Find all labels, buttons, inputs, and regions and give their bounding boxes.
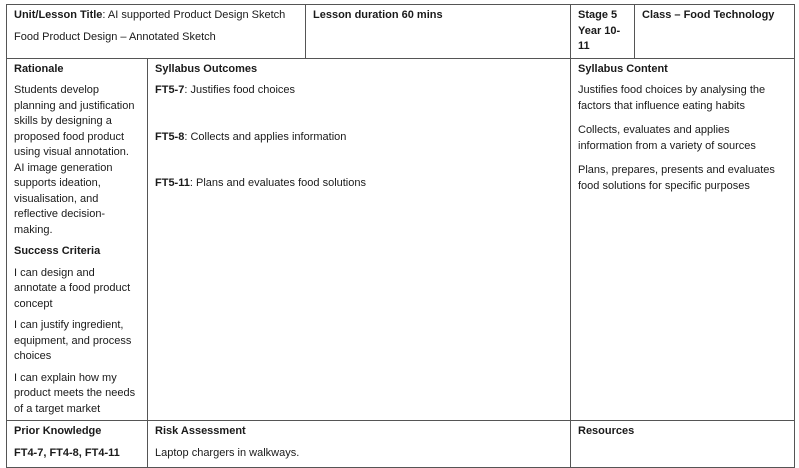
prior-knowledge-cell [7, 421, 148, 468]
risk-assessment-value: Laptop chargers in walkways. [155, 446, 300, 459]
risk-assessment-cell [148, 421, 571, 468]
prior-knowledge-value: FT4-7, FT4-8, FT4-11 [14, 446, 120, 459]
syllabus-content-heading: Syllabus Content [578, 62, 668, 75]
content-item: Justifies food choices by analysing the factors that influence eating habits [578, 84, 766, 112]
outcome-separator: : [184, 130, 191, 143]
header-row [7, 5, 795, 59]
outcome-item [155, 176, 563, 192]
risk-assessment-heading: Risk Assessment [155, 425, 246, 437]
rationale-cell [7, 58, 148, 421]
outcome-separator: : [189, 177, 196, 189]
stage-cell [571, 5, 635, 59]
resources-cell [571, 421, 795, 468]
year-label: Year 10-11 [578, 24, 621, 52]
lesson-duration: Lesson duration 60 mins [306, 5, 571, 59]
outcome-code: FT5-11 [155, 177, 190, 189]
content-item: Collects, evaluates and applies information from a variety of sources [578, 124, 756, 152]
lesson-plan-table [6, 4, 795, 468]
outcome-text: Collects and applies information [190, 130, 347, 143]
resources-heading: Resources [578, 425, 635, 437]
rationale-heading: Rationale [14, 62, 64, 75]
outcome-code: FT5-7 [155, 84, 185, 96]
success-criteria-heading: Success Criteria [14, 245, 101, 257]
unit-title-label: Unit/Lesson Title [14, 9, 103, 21]
main-row [7, 58, 795, 421]
unit-title-cell [7, 5, 306, 59]
success-criteria-item: I can justify ingredient, equipment, and process choices [14, 319, 132, 362]
outcome-code: FT5-8 [155, 130, 185, 143]
unit-subtitle: Food Product Design – Annotated Sketch [14, 30, 216, 43]
success-criteria-item: I can explain how my product meets the needs of a target market [14, 371, 136, 415]
syllabus-content-cell [571, 58, 795, 421]
prior-knowledge-heading: Prior Knowledge [14, 425, 102, 437]
outcome-text: Justifies food choices [190, 84, 296, 96]
class-label: Class – Food Technology [635, 5, 795, 59]
content-item: Plans, prepares, presents and evaluates food solutions for specific purposes [578, 164, 775, 192]
outcome-item [155, 83, 563, 99]
syllabus-outcomes-heading: Syllabus Outcomes [155, 62, 258, 75]
success-criteria-item: I can design and annotate a food product concept [14, 266, 131, 310]
rationale-text: Students develop planning and justification skills by designing a proposed food product using visual annotation. AI image generation supports ideation, visualisation, and reflective decision-making. [14, 84, 135, 236]
outcome-separator: : [184, 84, 191, 96]
unit-title-value: : AI supported Product Design Sketch [102, 9, 286, 21]
footer-row [7, 421, 795, 468]
syllabus-outcomes-cell [148, 58, 571, 421]
outcome-text: Plans and evaluates food solutions [195, 177, 366, 189]
stage-label: Stage 5 [578, 9, 618, 21]
outcome-item [155, 130, 563, 146]
